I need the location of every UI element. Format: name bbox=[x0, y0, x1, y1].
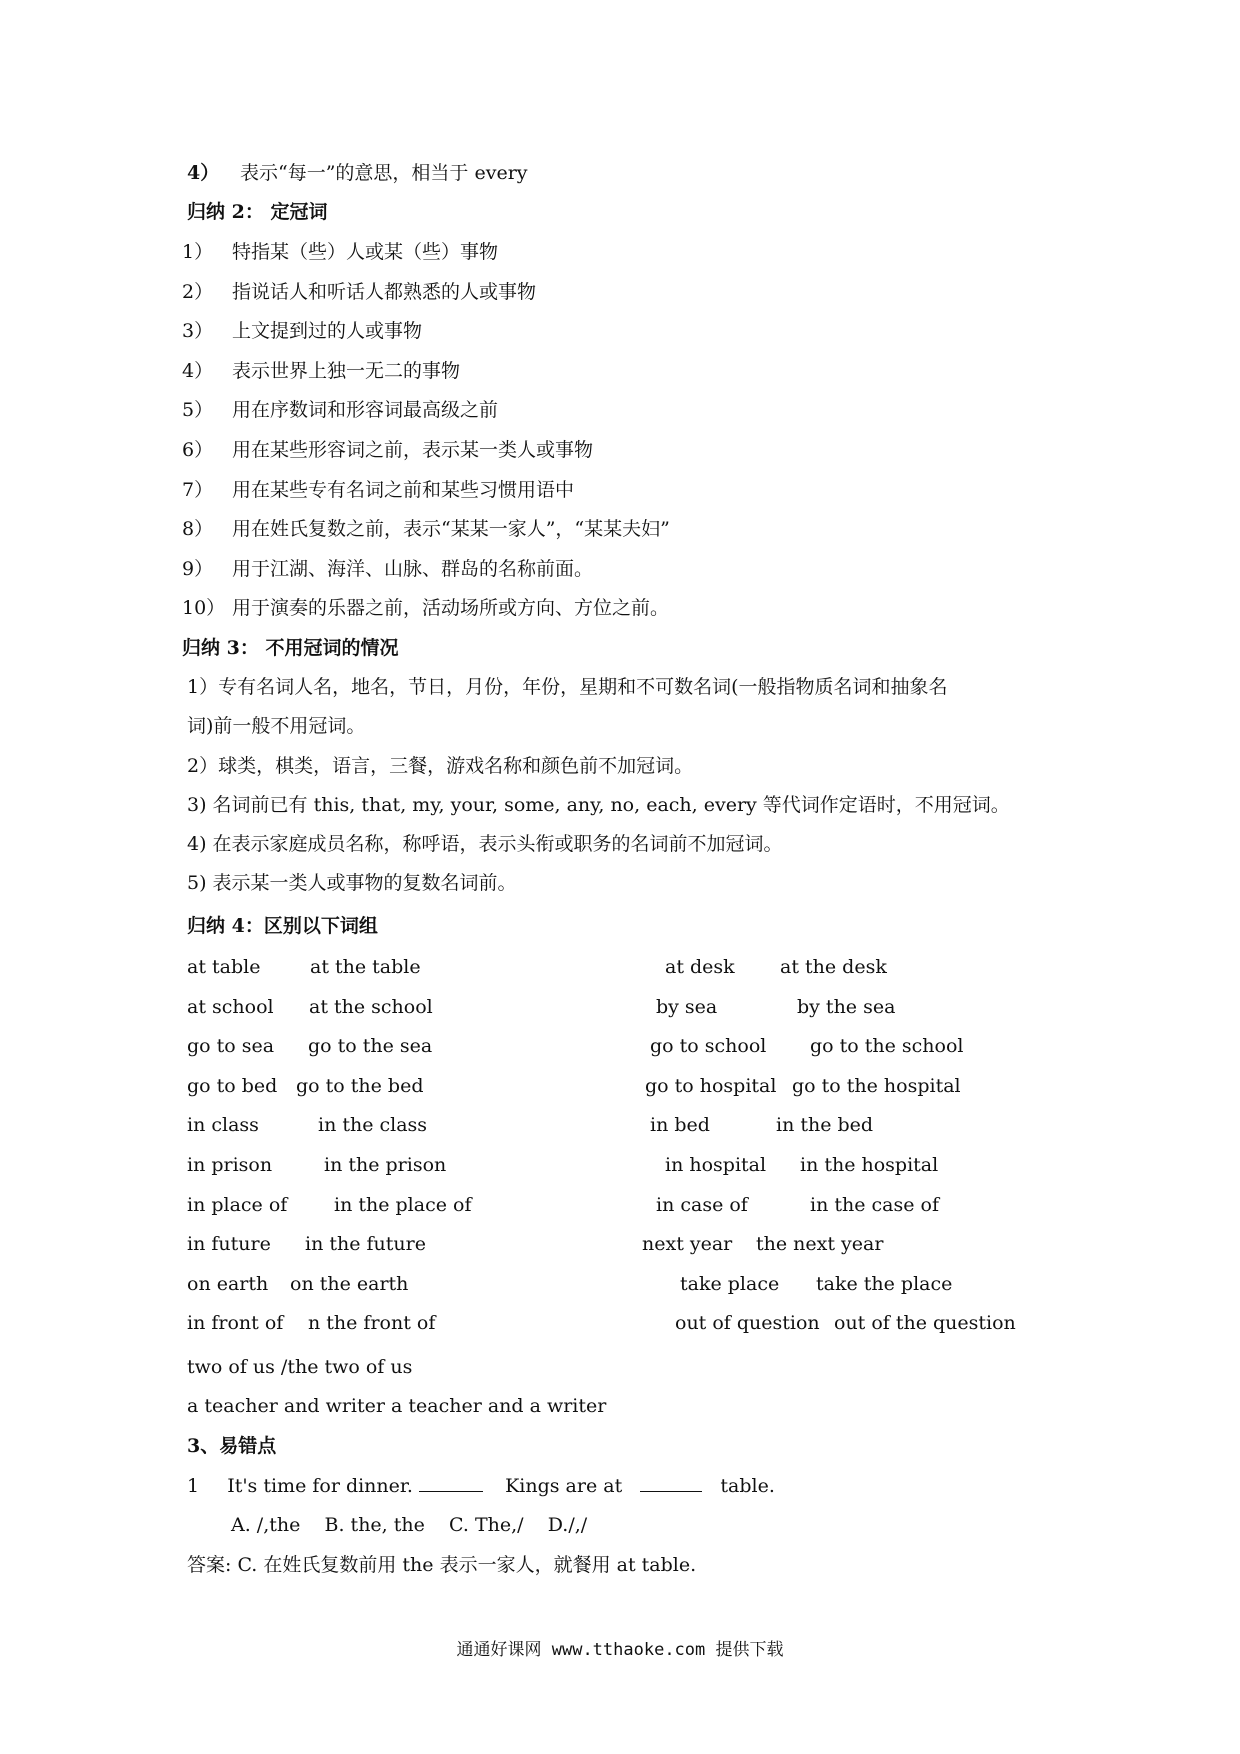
question-text-a: It's time for dinner. bbox=[227, 1475, 413, 1497]
list-item-text: 用在某些形容词之前，表示某一类人或事物 bbox=[232, 439, 594, 461]
list-item-text: 指说话人和听话人都熟悉的人或事物 bbox=[232, 280, 537, 303]
phrase-cell: out of question bbox=[675, 1312, 820, 1335]
list-item-text: 特指某（些）人或某（些）事物 bbox=[232, 241, 499, 263]
phrase-cell: the next year bbox=[756, 1233, 884, 1256]
phrase-cell: in future bbox=[187, 1233, 271, 1256]
phrase-cell: by sea bbox=[656, 995, 718, 1018]
list-item-number: 5） bbox=[182, 399, 214, 422]
list-item-text: 上文提到过的人或事物 bbox=[232, 320, 423, 343]
phrase-cell: go to sea bbox=[187, 1035, 275, 1058]
phrase-cell: at table bbox=[187, 956, 261, 978]
phrase-cell: go to the school bbox=[810, 1035, 964, 1058]
list-item-number: 7） bbox=[182, 478, 214, 501]
item-number: 4） bbox=[187, 162, 220, 184]
phrase-cell: go to the bed bbox=[296, 1074, 424, 1097]
phrase-cell: go to hospital bbox=[645, 1074, 777, 1097]
list-item-number: 1） bbox=[182, 241, 214, 263]
phrase-cell: in the place of bbox=[334, 1193, 472, 1216]
phrase-cell: go to school bbox=[650, 1035, 767, 1058]
phrase-line: a teacher and writer a teacher and a writer bbox=[187, 1395, 607, 1417]
list-item-number: 3） bbox=[182, 320, 214, 343]
phrase-cell: at desk bbox=[665, 956, 735, 978]
item-text: 表示“每一”的意思，相当于 every bbox=[240, 162, 528, 184]
list-item: 2）球类，棋类，语言，三餐，游戏名称和颜色前不加冠词。 bbox=[187, 755, 694, 777]
phrase-cell: in place of bbox=[187, 1193, 288, 1216]
phrase-cell: go to the hospital bbox=[792, 1074, 961, 1097]
answer-blank[interactable] bbox=[640, 1477, 702, 1492]
question-text-c: table. bbox=[720, 1475, 775, 1497]
list-item: 4) 在表示家庭成员名称，称呼语，表示头衔或职务的名词前不加冠词。 bbox=[187, 833, 783, 855]
phrase-cell: go to bed bbox=[187, 1074, 278, 1097]
question-number: 1 bbox=[187, 1475, 200, 1497]
list-item-number: 4） bbox=[182, 359, 214, 382]
list-item-number: 9） bbox=[182, 557, 214, 580]
phrase-cell: in the hospital bbox=[800, 1154, 939, 1176]
list-item-text: 表示世界上独一无二的事物 bbox=[232, 359, 461, 382]
phrase-cell: in case of bbox=[656, 1193, 748, 1216]
answer-blank[interactable] bbox=[419, 1477, 483, 1492]
answer-explanation: 答案: C. 在姓氏复数前用 the 表示一家人，就餐用 at table. bbox=[187, 1554, 697, 1576]
phrase-cell: in front of bbox=[187, 1312, 284, 1335]
list-item-number: 8） bbox=[182, 518, 214, 541]
phrase-cell: in the case of bbox=[810, 1193, 939, 1216]
list-item: 5) 表示某一类人或事物的复数名词前。 bbox=[187, 872, 517, 894]
section-heading: 归纳 2： 定冠词 bbox=[187, 201, 328, 223]
phrase-cell: at the desk bbox=[780, 956, 887, 978]
phrase-cell: take the place bbox=[816, 1272, 953, 1295]
footer-text: 通通好课网 www.tthaoke.com 提供下载 bbox=[456, 1640, 784, 1660]
section-heading: 3、易错点 bbox=[187, 1435, 277, 1457]
list-item: 3) 名词前已有 this, that, my, your, some, any, no, each, every 等代词作定语时，不用冠词。 bbox=[187, 794, 1010, 816]
phrase-cell: in the future bbox=[305, 1233, 426, 1256]
phrase-line: two of us /the two of us bbox=[187, 1356, 413, 1378]
phrase-cell: take place bbox=[680, 1272, 780, 1295]
phrase-cell: in the class bbox=[318, 1114, 428, 1137]
list-item: 1）专有名词人名，地名，节日，月份，年份，星期和不可数名词(一般指物质名词和抽象名 bbox=[187, 676, 948, 698]
question-line bbox=[187, 1477, 775, 1496]
list-item-number: 10） bbox=[182, 597, 226, 620]
list-item-text: 用于演奏的乐器之前，活动场所或方向、方位之前。 bbox=[232, 597, 670, 620]
section-heading: 归纳 3： 不用冠词的情况 bbox=[182, 637, 399, 659]
list-item-number: 2） bbox=[182, 280, 214, 303]
phrase-cell: at the school bbox=[309, 995, 433, 1018]
phrase-cell: in hospital bbox=[665, 1154, 767, 1176]
list-item-text: 用在序数词和形容词最高级之前 bbox=[232, 399, 499, 422]
phrase-cell: at the table bbox=[310, 956, 421, 978]
phrase-cell: in the bed bbox=[776, 1114, 874, 1137]
phrase-cell: on the earth bbox=[290, 1272, 409, 1295]
list-item: 词)前一般不用冠词。 bbox=[187, 715, 366, 737]
phrase-cell: on earth bbox=[187, 1272, 269, 1295]
answer-options: A. /,the B. the, the C. The,/ D./,/ bbox=[231, 1514, 588, 1536]
phrase-cell: by the sea bbox=[797, 995, 896, 1018]
phrase-cell: in the prison bbox=[324, 1154, 447, 1176]
list-item-number: 6） bbox=[182, 439, 214, 461]
phrase-cell: n the front of bbox=[308, 1312, 436, 1335]
phrase-cell: in bed bbox=[650, 1114, 710, 1137]
list-item-text: 用于江湖、海洋、山脉、群岛的名称前面。 bbox=[232, 557, 594, 580]
question-text-b: Kings are at bbox=[505, 1475, 623, 1497]
section-heading: 归纳 4：区别以下词组 bbox=[187, 915, 378, 937]
phrase-cell: in prison bbox=[187, 1154, 273, 1176]
phrase-cell: next year bbox=[642, 1233, 733, 1256]
list-item-text: 用在某些专有名词之前和某些习惯用语中 bbox=[232, 478, 575, 501]
phrase-cell: in class bbox=[187, 1114, 259, 1137]
phrase-cell: at school bbox=[187, 995, 274, 1018]
phrase-cell: out of the question bbox=[834, 1312, 1016, 1335]
phrase-cell: go to the sea bbox=[308, 1035, 433, 1058]
list-item-text: 用在姓氏复数之前，表示“某某一家人”，“某某夫妇” bbox=[232, 518, 670, 541]
